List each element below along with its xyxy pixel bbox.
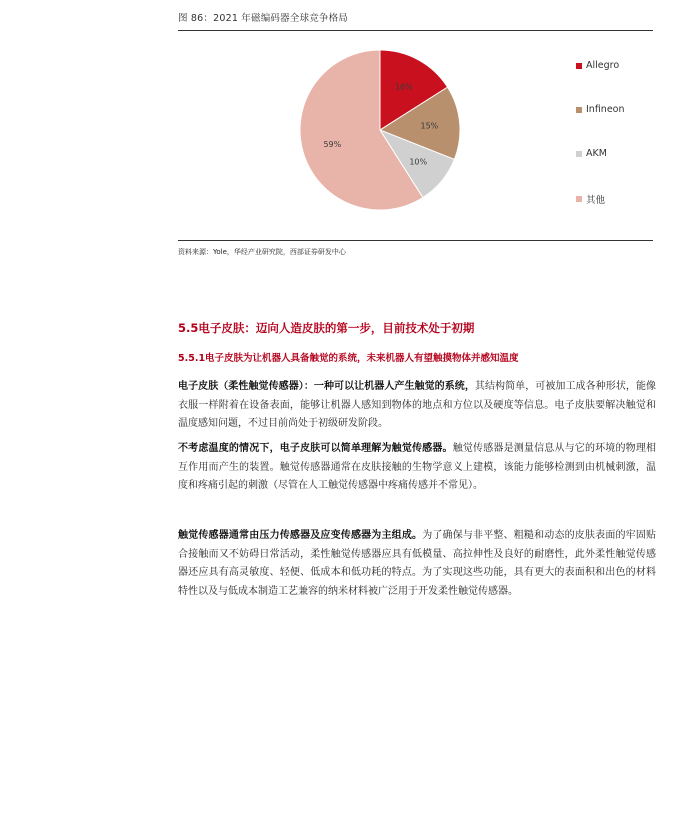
legend-item-0 bbox=[576, 60, 619, 71]
legend-item-3 bbox=[576, 192, 605, 206]
paragraph-3 bbox=[178, 527, 656, 601]
paragraph-3-lead: 触觉传感器通常由压力传感器及应变传感器为主组成。 bbox=[178, 530, 423, 541]
pie-slice-label-3: 59% bbox=[323, 139, 342, 149]
figure-top-rule bbox=[178, 30, 653, 31]
pie-slice-label-1: 15% bbox=[420, 121, 439, 131]
pie-chart bbox=[290, 40, 470, 220]
legend-swatch-2 bbox=[576, 151, 582, 157]
paragraph-2-lead: 不考虑温度的情况下，电子皮肤可以简单理解为触觉传感器。 bbox=[178, 443, 453, 454]
legend-label-2: AKM bbox=[586, 148, 607, 159]
legend-swatch-0 bbox=[576, 63, 582, 69]
paragraph-1-body: 其结构简单，可被加工成各种形状，能像衣服一样附着在设备表面，能够让机器人感知到物体的地点和方位以及硬度等信息。电子皮肤要解决触觉和温度感知问题，不过目前尚处于初级研发阶段。 bbox=[178, 381, 657, 429]
paragraph-2 bbox=[178, 440, 656, 496]
legend-label-0: Allegro bbox=[586, 60, 620, 71]
section-heading: 5.5电子皮肤：迈向人造皮肤的第一步，目前技术处于初期 bbox=[178, 321, 475, 335]
legend-swatch-3 bbox=[576, 196, 582, 202]
paragraph-1 bbox=[178, 378, 656, 434]
legend-swatch-1 bbox=[576, 107, 582, 113]
legend-item-2 bbox=[576, 148, 607, 159]
paragraph-2-body: 触觉传感器是测量信息从与它的环境的物理相互作用而产生的装置。触觉传感器通常在皮肤接触的生物学意义上建模，该能力能够检测到由机械刺激，温度和疼痛引起的刺激（尽管在人工触觉传感器中疼痛传感并不常见）。 bbox=[178, 443, 657, 491]
pie-slice-label-2: 10% bbox=[409, 157, 428, 167]
subsection-heading: 5.5.1电子皮肤为让机器人具备触觉的系统，未来机器人有望触摸物体并感知温度 bbox=[178, 353, 519, 364]
paragraph-3-body: 为了确保与非平整、粗糙和动态的皮肤表面的牢固贴合接触而又不妨碍日常活动，柔性触觉传感器应具有低模量、高拉伸性及良好的耐磨性，此外柔性触觉传感器还应具有高灵敏度、轻便、低成本和低功耗的特点。为了实现这些功能，具有更大的表面积和出色的材料特性以及与低成本制造工艺兼容的纳米材料被广泛用于开发柔性触觉传感器。 bbox=[178, 530, 657, 597]
legend-item-1 bbox=[576, 104, 625, 115]
paragraph-1-lead: 电子皮肤（柔性触觉传感器）：一种可以让机器人产生触觉的系统， bbox=[178, 381, 475, 392]
pie-slice-label-0: 16% bbox=[395, 82, 413, 92]
legend-label-3: 其他 bbox=[586, 195, 606, 206]
pie-chart-svg bbox=[290, 40, 470, 220]
legend-label-1: Infineon bbox=[586, 104, 625, 115]
figure-bottom-rule bbox=[178, 240, 653, 241]
figure-source: 资料来源：Yole，华经产业研究院，西部证券研发中心 bbox=[178, 248, 346, 256]
figure-title: 图 86：2021 年磁编码器全球竞争格局 bbox=[178, 13, 349, 24]
